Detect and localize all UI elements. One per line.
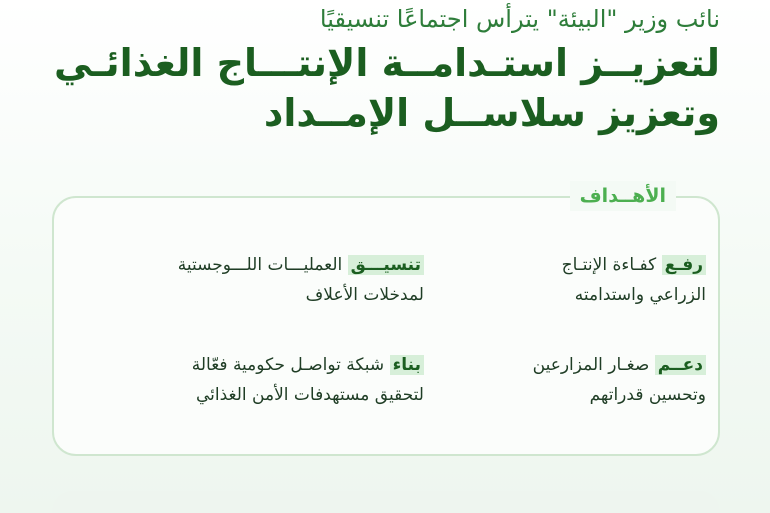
goal-text-line-2: وتحسين قدراتهم: [589, 385, 706, 405]
goal-lead-word: تنسيـــق: [348, 255, 424, 275]
goal-lead-word: بناء: [390, 355, 424, 375]
goal-text: صغـار المزارعين: [532, 355, 655, 375]
goal-item-raise-efficiency: [376, 250, 706, 310]
headline-kicker: نائب وزير "البيئة" يترأس اجتماعًا تنسيقيًا: [319, 5, 720, 33]
bottom-card: [52, 491, 720, 513]
goal-text-line-2: الزراعي واستدامته: [574, 285, 706, 305]
goals-panel: [52, 185, 720, 456]
goal-text: العمليـــات اللـــوجستية: [177, 255, 348, 275]
goal-lead-word: دعــم: [655, 355, 706, 375]
goal-item-support-farmers: [376, 350, 706, 410]
goal-text: كفـاءة الإنتـاج: [561, 255, 662, 275]
goal-text: شبكة تواصـل حكومية فعّالة: [191, 355, 390, 375]
headline-title-line-2: وتعزيز سلاســل الإمــداد: [263, 91, 720, 135]
goal-text-line-2: لتحقيق مستهدفات الأمن الغذائي: [196, 385, 424, 405]
goals-label: الأهــداف: [570, 181, 676, 211]
headline-title-line-1: لتعزيــز استـدامــة الإنتـــاج الغذائـي: [53, 41, 720, 85]
goal-lead-word: رفـع: [662, 255, 706, 275]
goal-text-line-2: لمدخلات الأعلاف: [305, 285, 424, 305]
headline-block: [20, 0, 720, 138]
goal-item-coordinate-logistics: [94, 250, 424, 310]
goal-item-build-network: [94, 350, 424, 410]
